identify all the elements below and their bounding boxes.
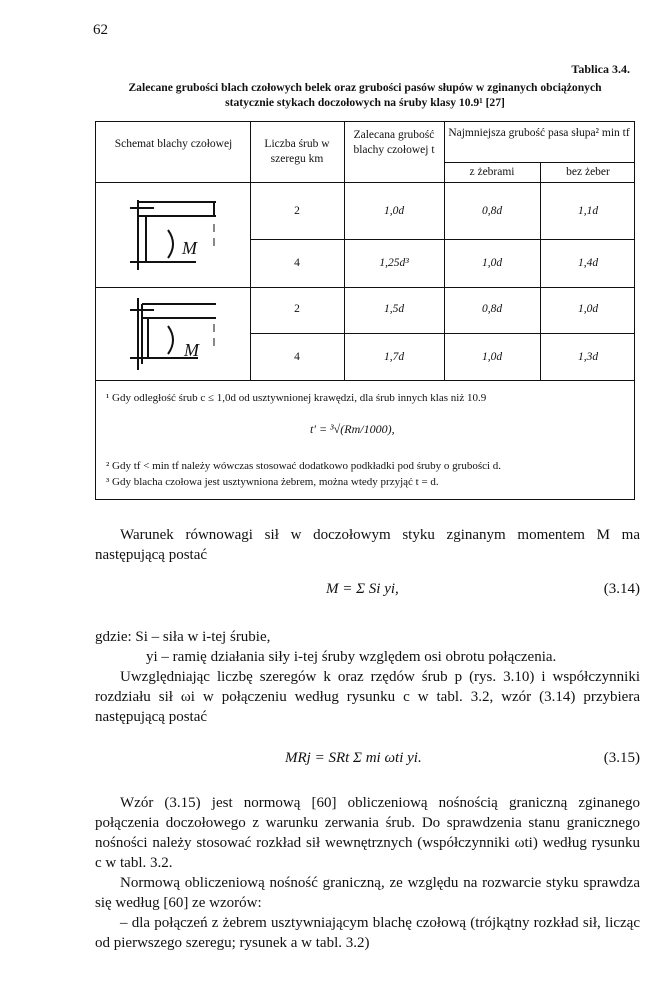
row2-without-ribs: 1,4d — [577, 257, 599, 269]
row2-thickness: 1,25d³ — [379, 257, 409, 269]
where-line-2: yi – ramię działania siły i-tej śruby względem osi obrotu połączenia. — [146, 649, 557, 665]
row1-without-ribs: 1,1d — [577, 205, 599, 217]
equation-3-15: MRj = SRt Σ mi ωti yi. — [285, 750, 422, 766]
row1-thickness: 1,0d — [383, 205, 405, 217]
footnote-2: ² Gdy tf < min tf należy wówczas stosować dodatkowo podkładki pod śruby o grubości d. — [106, 460, 502, 472]
row3-without-ribs: 1,0d — [577, 303, 599, 315]
equation-3-14: M = Σ Si yi, — [326, 581, 399, 597]
end-plate-diagram-2 — [126, 294, 226, 376]
paragraph-4: Normową obliczeniową nośność graniczną, ze względu na rozwarcie styku sprawdza się według [60] ze wzorów: — [95, 875, 640, 911]
caption-line-2: statycznie stykach doczołowych na śruby klasy 10.9¹ [27] — [225, 96, 505, 109]
header-najmniejsza: Najmniejsza grubość pasa słupa² min tf — [448, 127, 630, 139]
footnote-1-formula: t′ = ³√(Rm/1000), — [310, 422, 395, 436]
table-label: Tablica 3.4. — [571, 62, 630, 76]
where-line-1: gdzie: Si – siła w i-tej śrubie, — [95, 629, 271, 645]
paragraph-5: – dla połączeń z żebrem usztywniającym blachę czołową (trójkątny rozkład sił, licząc od pierwszego szeregu; rysunek a w tabl. 3.2) — [95, 915, 640, 951]
paragraph-3: Wzór (3.15) jest normową [60] obliczeniową nośnością graniczną zginanego połączenia doczołowego z warunku zerwania śrub. Do sprawdzenia stanu granicznego nośności należy stosować rozkład sił wewnętrznych (współczynniki ωti) według rysunku c w tabl. 3.2. — [95, 795, 640, 871]
header-bez-zeber: bez żeber — [566, 166, 610, 178]
header-liczba: Liczba śrub w szeregu km — [264, 138, 330, 165]
header-schemat: Schemat blachy czołowej — [114, 138, 233, 150]
footnote-3: ³ Gdy blacha czołowa jest usztywniona żebrem, można wtedy przyjąć t = d. — [106, 476, 439, 488]
paragraph-1: Warunek równowagi sił w doczołowym styku zginanym momentem M ma następującą postać — [95, 527, 640, 563]
table-caption — [95, 80, 635, 110]
equation-3-15-number: (3.15) — [603, 750, 640, 766]
row4-without-ribs: 1,3d — [577, 351, 599, 363]
page-number: 62 — [93, 22, 108, 38]
footnote-1: ¹ Gdy odległość śrub c ≤ 1,0d od usztywnionej krawędzi, dla śrub innych klas niż 10.9 — [106, 392, 487, 404]
header-z-zebrami: z żebrami — [469, 166, 515, 178]
row2-bolts: 4 — [294, 257, 300, 269]
row3-bolts: 2 — [294, 303, 300, 315]
row4-bolts: 4 — [294, 351, 300, 363]
row1-bolts: 2 — [294, 205, 300, 217]
header-zalecana: Zalecana grubość blachy czołowej t — [353, 129, 435, 156]
paragraph-2: Uwzględniając liczbę szeregów k oraz rzędów śrub p (rys. 3.10) i współczynniki rozdziału sił ωi w połączeniu według rysunku c w tabl. 3.2, wzór (3.14) przybiera następującą postać — [95, 669, 640, 725]
row1-with-ribs: 0,8d — [481, 205, 503, 217]
recommendations-table — [95, 121, 635, 500]
row4-thickness: 1,7d — [383, 351, 405, 363]
end-plate-diagram-1 — [126, 194, 226, 276]
diagram-2-moment-label: M — [184, 340, 199, 360]
row3-thickness: 1,5d — [383, 303, 405, 315]
caption-line-1: Zalecane grubości blach czołowych belek oraz grubości pasów słupów w zginanych obciążonych — [128, 81, 602, 94]
diagram-1-moment-label: M — [182, 238, 197, 258]
row2-with-ribs: 1,0d — [481, 257, 503, 269]
row3-with-ribs: 0,8d — [481, 303, 503, 315]
equation-3-14-number: (3.14) — [603, 581, 640, 597]
row4-with-ribs: 1,0d — [481, 351, 503, 363]
